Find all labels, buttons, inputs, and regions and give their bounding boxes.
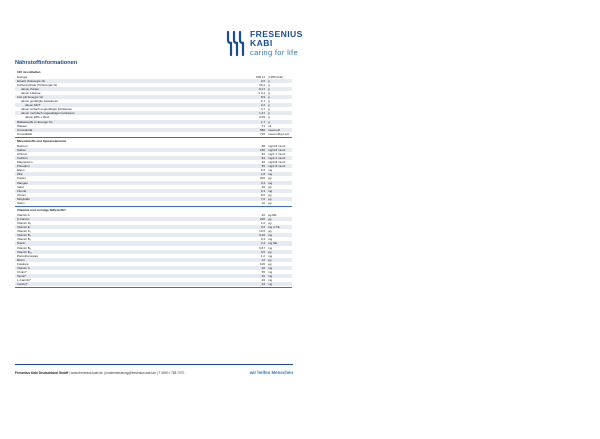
nutrient-value: 20 [261, 184, 265, 189]
nutrient-label: Vitamin K₁ [17, 229, 31, 234]
nutrient-value: 62 [261, 152, 265, 157]
nutrient-label: Kalium [17, 148, 27, 153]
nutrient-label: davon EPA + DHA [25, 115, 50, 120]
nutrient-unit: g [268, 79, 270, 84]
nutrient-label: Pantothensäure [17, 253, 39, 258]
nutrient-value: 1,8 [260, 172, 265, 177]
nutrient-label: Mangan [17, 180, 28, 185]
section-title: Mineralstoffe und Spurenelemente [17, 139, 67, 144]
nutrient-group-minerals [15, 144, 292, 205]
section-divider [15, 137, 292, 138]
nutrient-value: ≤ 0,4 [258, 91, 265, 96]
nutrient-value: 200 [259, 176, 265, 181]
nutrition-table [15, 70, 292, 289]
nutrient-label: Niacin [17, 241, 26, 246]
nutrient-value: 10,5 [259, 229, 265, 234]
nutrient-unit: mg/0,8 mmol [268, 160, 286, 165]
nutrient-label: Vitamin B₁ [17, 233, 31, 238]
nutrient-value: 0,26 [259, 233, 265, 238]
nutrient-unit: µg [268, 257, 272, 262]
footer-divider [15, 364, 293, 365]
nutrient-value: 586 [259, 127, 265, 132]
nutrient-label: Taurin* [17, 273, 27, 278]
nutrient-unit: µg [268, 192, 272, 197]
nutrient-unit: (=200 kcal) [268, 75, 283, 79]
nutrient-value: 20 [261, 265, 265, 270]
nutrient-label: Eiweiß (6 Energie %) [17, 79, 46, 84]
nutrient-label: davon einfach ungesättigte Fettsäuren [21, 107, 73, 112]
nutrient-label: davon Zucker [21, 87, 40, 92]
nutrient-value: 10 [261, 200, 265, 205]
nutrient-unit: µg [268, 184, 272, 189]
nutrient-unit: g [268, 115, 270, 120]
nutrient-value: 1,2 [260, 253, 265, 258]
nutrient-label: Kohlenhydrate (53 Energie %) [17, 83, 58, 88]
nutrient-unit: g [268, 107, 270, 112]
nutrient-unit: g [268, 83, 270, 88]
nutrient-label: Fett (40 Energie %) [17, 95, 44, 100]
nutrient-unit: mg/4,6 mmol [268, 148, 286, 153]
table-row [15, 132, 292, 136]
nutrient-unit: µg [268, 200, 272, 205]
nutrient-unit: mg/1,7 mmol [268, 152, 286, 157]
nutrient-value: 0,4 [260, 180, 265, 185]
nutrient-unit: mg [268, 188, 273, 193]
footer-slogan: wir helfen Menschen [249, 370, 293, 375]
nutrient-unit: µg [268, 229, 272, 234]
nutrient-value: 3,0 [260, 225, 265, 230]
nutrient-value: 7,0 [260, 196, 265, 201]
nutrient-unit: mg [268, 180, 273, 185]
nutrient-label: Zink [17, 172, 23, 177]
nutrient-unit: mg [268, 237, 273, 242]
nutrient-value: 0,67 [259, 245, 265, 250]
nutrient-unit: g [268, 99, 270, 104]
nutrient-unit: µg [268, 196, 272, 201]
nutrient-label: Chlorid [17, 152, 27, 157]
nutrient-value: 100 [259, 261, 265, 266]
nutrient-unit: mosmol/kg H₂O [268, 131, 290, 136]
nutrient-unit: g [268, 87, 270, 92]
nutrient-label: davon MCT [25, 103, 41, 108]
nutrient-value: 26,4 [259, 83, 265, 88]
nutrient-unit: mg [268, 269, 273, 274]
nutrient-unit: µg [268, 221, 272, 226]
nutrient-label: Eisen [17, 168, 25, 173]
section-title: Vitamine und sonstige Nährstoffe* [17, 208, 66, 213]
nutrient-value: 20 [261, 277, 265, 282]
nutrient-label: Vitamin D₃ [17, 221, 32, 226]
nutrient-unit: µg [268, 176, 272, 181]
nutrient-value: 4,7 [260, 107, 265, 112]
nutrient-label: L-Carnitin* [17, 277, 32, 282]
nutrient-unit: µg [268, 217, 272, 222]
nutrient-value: 840 kJ [256, 75, 265, 79]
brand-name [250, 30, 303, 48]
nutrient-unit: µg [268, 261, 272, 266]
nutrient-value: 20 [261, 273, 265, 278]
nutrient-value: 0,3 [260, 237, 265, 242]
table-row [15, 201, 292, 205]
nutrient-unit: mg/2,1 mmol [268, 156, 286, 161]
table-head-label: 100 ml enthalten [17, 70, 41, 74]
nutrient-value: 55 [261, 164, 265, 169]
nutrient-unit: mg [268, 172, 273, 177]
nutrient-value: 180 [259, 148, 265, 153]
nutrient-value: 20 [261, 160, 265, 165]
nutrient-value: 1,47 [259, 111, 265, 116]
nutrient-label: Iodid [17, 184, 24, 189]
nutrient-value: 12 [261, 257, 265, 262]
nutrient-unit: mosmol/l [268, 127, 281, 132]
nutrient-value: 200 [259, 217, 265, 222]
nutrient-label: davon mehrfach ungesättigte Fettsäuren [21, 111, 75, 116]
nutrient-label: β-Carotin [17, 217, 30, 222]
nutrient-label: Phosphor [17, 164, 30, 169]
nutrient-label: Vitamin A [17, 213, 30, 218]
nutrient-unit: mg/3,8 mmol [268, 144, 286, 149]
nutrient-label: Vitamin B₂ [17, 237, 31, 242]
nutrient-label: Vitamin B₆ [17, 245, 31, 250]
brand-tagline: caring for life [250, 48, 298, 57]
section-divider [15, 206, 292, 207]
nutrient-unit: mg [268, 245, 273, 250]
nutrient-unit: ml [268, 123, 272, 128]
footer-details: | www.fresenius-kabi.de | kundenberatung@fresenius-kabi.de | T 0800 / 788 7070 [68, 371, 185, 375]
nutrient-unit: µg RE [268, 213, 277, 218]
nutrient-unit: g [268, 95, 270, 100]
nutrient-value: 2,2 [260, 103, 265, 108]
nutrient-label: Vitamin C [17, 265, 30, 270]
nutrient-unit: g [268, 103, 270, 108]
nutrient-unit: mg [268, 233, 273, 238]
nutrient-value: 0,09 [259, 115, 265, 120]
nutrient-value: 8,17 [259, 87, 265, 92]
nutrient-value: 0,6 [260, 249, 265, 254]
nutrient-label: Natrium [17, 144, 28, 149]
nutrient-unit: g [268, 119, 270, 124]
nutrient-unit: mg [268, 281, 273, 286]
page-title: Nährstoffinformationen [15, 60, 78, 66]
nutrient-value: 40 [261, 213, 265, 218]
footer-company: Fresenius Kabi Deutschland GmbH [15, 371, 69, 375]
nutrient-value: 1,7 [260, 119, 265, 124]
nutrient-unit: mg α-TE [268, 225, 280, 230]
nutrient-unit: mg [268, 253, 273, 258]
nutrient-value: 3,0 [260, 79, 265, 84]
nutrient-label: Inositol* [17, 281, 28, 286]
nutrient-value: 2,0 [260, 168, 265, 173]
nutrient-value: 84 [261, 156, 265, 161]
nutrient-label: davon Laktose [21, 91, 41, 96]
table-row [15, 282, 292, 286]
nutrient-label: Cholin* [17, 269, 27, 274]
nutrient-unit: mg [268, 168, 273, 173]
nutrient-value: 55 [261, 269, 265, 274]
nutrient-label: Calcium [17, 156, 28, 161]
nutrient-group-main [15, 75, 292, 136]
nutrient-unit: µg [268, 249, 272, 254]
nutrient-label: Selen [17, 200, 25, 205]
footer-contact [15, 371, 184, 375]
nutrient-label: Chrom [17, 192, 27, 197]
nutrient-unit: g [268, 91, 270, 96]
nutrient-value: 71 [261, 123, 265, 128]
nutrient-unit: mg [268, 265, 273, 270]
nutrient-label: Osmolalität [17, 131, 33, 136]
nutrient-unit: mg/1,8 mmol [268, 164, 286, 169]
nutrient-label: Biotin [17, 257, 25, 262]
nutrient-label: Molybdän [17, 196, 31, 201]
nutrient-label: davon gesättigte Fettsäuren [21, 99, 59, 104]
nutrient-label: Kupfer [17, 176, 26, 181]
nutrient-label: Folsäure [17, 261, 29, 266]
nutrient-unit: mg [268, 277, 273, 282]
nutrient-label: Osmolarität [17, 127, 33, 132]
nutrient-value: 24 [261, 281, 265, 286]
nutrient-value: 0,3 [260, 188, 265, 193]
nutrient-unit: mg NE [268, 241, 278, 246]
nutrient-group-vitamins [15, 213, 292, 286]
nutrient-value: 8,9 [260, 95, 265, 100]
brand-line-1: FRESENIUS [250, 29, 303, 39]
nutrient-label: Fluorid [17, 188, 27, 193]
nutrient-label: Wasser [17, 123, 28, 128]
nutrient-unit: g [268, 111, 270, 116]
nutrient-label: Vitamin B₁₂ [17, 249, 32, 254]
nutrient-label: Vitamin E [17, 225, 30, 230]
nutrient-value: 1,0 [260, 221, 265, 226]
nutrient-value: 88 [261, 144, 265, 149]
nutrient-value: 3,4 [260, 241, 265, 246]
nutrient-value: 710 [259, 131, 265, 136]
nutrient-unit: mg [268, 273, 273, 278]
nutrient-value: 9,0 [260, 192, 265, 197]
nutrient-label: Energie [17, 75, 28, 79]
nutrient-label: Ballaststoffe (1 Energie %) [17, 119, 53, 124]
section-divider [15, 287, 292, 288]
nutrient-value: 2,7 [260, 99, 265, 104]
brand-line-2: KABI [250, 38, 273, 48]
nutrient-label: Magnesium [17, 160, 33, 165]
